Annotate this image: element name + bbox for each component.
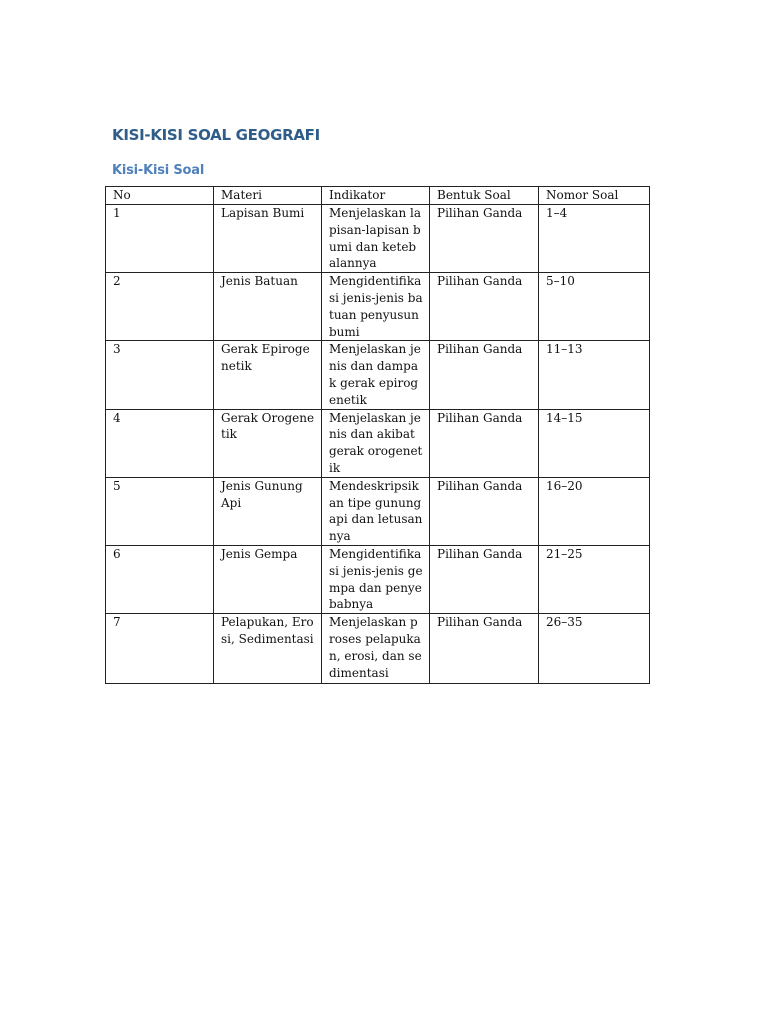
- cell-indikator: Menjelaskan lapisan-lapisan bumi dan ketebalannya: [322, 205, 430, 273]
- cell-no: 4: [106, 409, 214, 477]
- cell-nomor-soal: 26–35: [539, 614, 650, 684]
- cell-indikator: Mengidentifikasi jenis-jenis batuan penyusun bumi: [322, 273, 430, 341]
- table-row: [106, 545, 650, 613]
- cell-bentuk-soal: Pilihan Ganda: [430, 341, 539, 409]
- cell-nomor-soal: 11–13: [539, 341, 650, 409]
- cell-bentuk-soal: Pilihan Ganda: [430, 205, 539, 273]
- cell-nomor-soal: 16–20: [539, 477, 650, 545]
- cell-bentuk-soal: Pilihan Ganda: [430, 273, 539, 341]
- header-bentuk-soal: Bentuk Soal: [430, 187, 539, 205]
- table-row: [106, 409, 650, 477]
- header-no: No: [106, 187, 214, 205]
- cell-bentuk-soal: Pilihan Ganda: [430, 614, 539, 684]
- section-heading: Kisi-Kisi Soal: [112, 163, 205, 178]
- table-row: [106, 341, 650, 409]
- kisi-kisi-table: [105, 186, 650, 684]
- cell-materi: Gerak Epirogenetik: [214, 341, 322, 409]
- cell-bentuk-soal: Pilihan Ganda: [430, 477, 539, 545]
- cell-nomor-soal: 14–15: [539, 409, 650, 477]
- cell-bentuk-soal: Pilihan Ganda: [430, 409, 539, 477]
- table-row: [106, 477, 650, 545]
- cell-no: 1: [106, 205, 214, 273]
- document-title: KISI-KISI SOAL GEOGRAFI: [112, 126, 320, 144]
- table-header-row: [106, 187, 650, 205]
- cell-nomor-soal: 21–25: [539, 545, 650, 613]
- cell-no: 6: [106, 545, 214, 613]
- header-nomor-soal: Nomor Soal: [539, 187, 650, 205]
- cell-materi: Lapisan Bumi: [214, 205, 322, 273]
- cell-indikator: Menjelaskan jenis dan akibat gerak orogenetik: [322, 409, 430, 477]
- cell-bentuk-soal: Pilihan Ganda: [430, 545, 539, 613]
- table-row: [106, 205, 650, 273]
- cell-indikator: Mendeskripsikan tipe gunung api dan letusannya: [322, 477, 430, 545]
- cell-no: 5: [106, 477, 214, 545]
- cell-materi: Jenis Gunung Api: [214, 477, 322, 545]
- table-row: [106, 273, 650, 341]
- cell-materi: Jenis Batuan: [214, 273, 322, 341]
- cell-nomor-soal: 1–4: [539, 205, 650, 273]
- cell-no: 7: [106, 614, 214, 684]
- cell-no: 2: [106, 273, 214, 341]
- cell-indikator: Menjelaskan jenis dan dampak gerak epirogenetik: [322, 341, 430, 409]
- cell-nomor-soal: 5–10: [539, 273, 650, 341]
- cell-materi: Jenis Gempa: [214, 545, 322, 613]
- cell-materi: Pelapukan, Erosi, Sedimentasi: [214, 614, 322, 684]
- header-indikator: Indikator: [322, 187, 430, 205]
- cell-indikator: Menjelaskan proses pelapukan, erosi, dan sedimentasi: [322, 614, 430, 684]
- cell-no: 3: [106, 341, 214, 409]
- table-row: [106, 614, 650, 684]
- cell-materi: Gerak Orogenetik: [214, 409, 322, 477]
- cell-indikator: Mengidentifikasi jenis-jenis gempa dan penyebabnya: [322, 545, 430, 613]
- header-materi: Materi: [214, 187, 322, 205]
